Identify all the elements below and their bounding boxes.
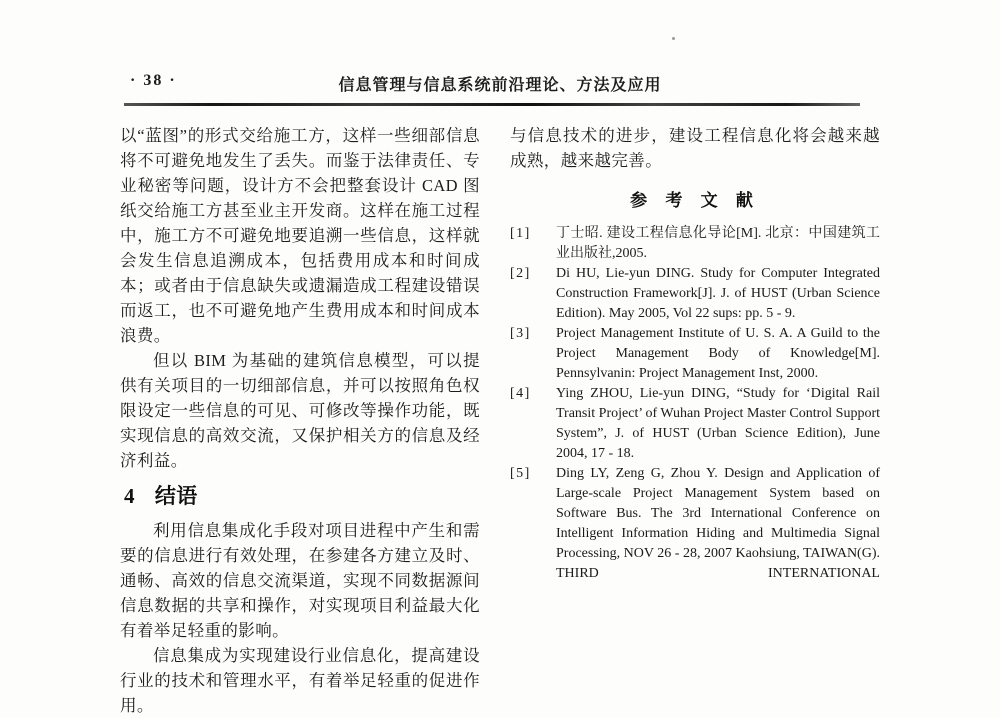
paragraph: 以“蓝图”的形式交给施工方，这样一些细部信息将不可避免地发生了丢失。而鉴于法律责任、专业秘密等问题，设计方不会把整套设计 CAD 图纸交给施工方甚至业主开发商。这样在施工过程中，施工方不可避免地要追溯一些信息，这样就会发生信息追溯成本，包括费用成本和时间成本；或者由于信息缺失或遗漏造成工程建设错误而返工，也不可避免地产生费用成本和时间成本浪费。 bbox=[120, 126, 480, 345]
reference-item bbox=[510, 264, 880, 324]
section-title: 结语 bbox=[154, 484, 198, 508]
paragraph: 信息集成为实现建设行业信息化，提高建设行业的技术和管理水平，有着举足轻重的促进作用。 bbox=[120, 646, 480, 715]
page-header bbox=[120, 72, 880, 94]
page-number: · 38 · bbox=[130, 72, 177, 89]
reference-text: Project Management Institute of U. S. A. A Guild to the Project Management Body of Knowledge[M]. Pennsylvanin: Project Management Inst, 2000. bbox=[556, 326, 880, 381]
text-columns bbox=[120, 123, 880, 718]
right-column bbox=[510, 123, 880, 718]
reference-label: [5] bbox=[510, 466, 531, 481]
reference-text: Di HU, Lie-yun DING. Study for Computer Integrated Construction Framework[J]. J. of HUST (Urban Science Edition). May 2005, Vol 22 sups: pp. 5 - 9. bbox=[556, 266, 880, 321]
references-heading: 参 考 文 献 bbox=[630, 191, 760, 210]
reference-label: [1] bbox=[510, 226, 531, 241]
left-column bbox=[120, 123, 480, 718]
reference-text: Ding LY, Zeng G, Zhou Y. Design and Application of Large-scale Project Management System based on Software Bus. The 3rd International Conference on Intelligent Information Hiding and Multimedia Signal Processing, NOV 26 - 28, 2007 Kaohsiung, TAIWAN(G). THIRD INTERNATIONAL bbox=[556, 466, 880, 581]
paragraph: 利用信息集成化手段对项目进程中产生和需要的信息进行有效处理，在参建各方建立及时、通畅、高效的信息交流渠道，实现不同数据源间信息数据的共享和操作，对实现项目利益最大化有着举足轻重的影响。 bbox=[120, 521, 480, 640]
reference-label: [2] bbox=[510, 266, 531, 281]
reference-item bbox=[510, 324, 880, 384]
reference-item bbox=[510, 464, 880, 584]
reference-text: Ying ZHOU, Lie-yun DING, “Study for ‘Digital Rail Transit Project’ of Wuhan Project Master Control Support System”, J. of HUST (Urban Science Edition), June 2004, 17 - 18. bbox=[556, 386, 880, 461]
reference-label: [4] bbox=[510, 386, 531, 401]
reference-text: 丁士昭. 建设工程信息化导论[M]. 北京：中国建筑工业出版社,2005. bbox=[556, 226, 880, 261]
header-title: 信息管理与信息系统前沿理论、方法及应用 bbox=[338, 77, 662, 94]
section-number: 4 bbox=[124, 484, 135, 508]
section-heading bbox=[124, 484, 480, 509]
reference-item bbox=[510, 384, 880, 464]
reference-label: [3] bbox=[510, 326, 531, 341]
paragraph: 但以 BIM 为基础的建筑信息模型，可以提供有关项目的一切细部信息，并可以按照角色权限设定一些信息的可见、可修改等操作功能，既实现信息的高效交流，又保护相关方的信息及经济利益。 bbox=[120, 351, 480, 470]
reference-item bbox=[510, 224, 880, 264]
paragraph: 与信息技术的进步，建设工程信息化将会越来越成熟，越来越完善。 bbox=[510, 126, 880, 170]
header-rule bbox=[124, 103, 860, 106]
